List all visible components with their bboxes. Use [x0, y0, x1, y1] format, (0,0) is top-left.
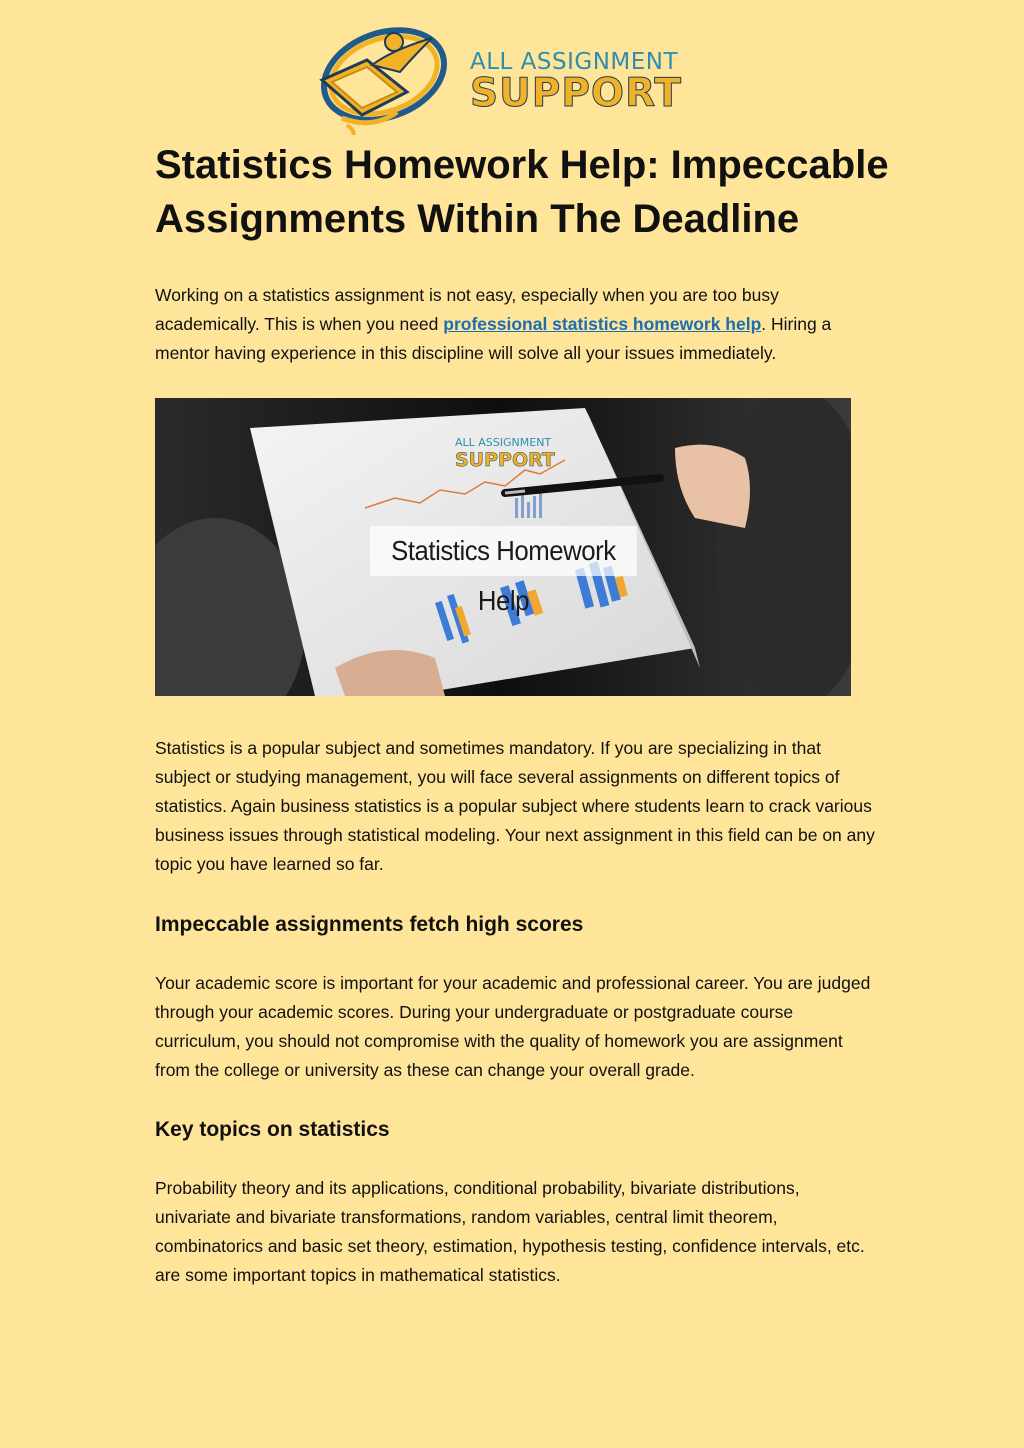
hero-brand-line1: ALL ASSIGNMENT	[455, 436, 552, 449]
hero-brand-logo	[455, 436, 555, 470]
paragraph-statistics-intro: Statistics is a popular subject and sometimes mandatory. If you are specializing in that subject or studying management, you will face several assignments on different topics of statistics. Again business statistics is a popular subject where students learn to crack various business issues through statistical modeling. Your next assignment in this field can be on any topic you have learned so far.	[155, 738, 875, 874]
hero-image	[155, 398, 851, 696]
brand-name-line1: ALL ASSIGNMENT	[470, 49, 679, 75]
hero-caption: Statistics Homework Help	[370, 526, 637, 576]
hero-brand-line2: SUPPORT	[455, 449, 555, 471]
section-heading-key-topics: Key topics on statistics	[155, 1118, 390, 1141]
intro-text-before: Working on a statistics assignment is not easy, especially when you are too busy academically. This is when you need	[155, 285, 779, 334]
section-body-impeccable: Your academic score is important for your academic and professional career. You are judged through your academic scores. During your undergraduate or postgraduate course curriculum, you should not compromise with the quality of homework you are assignment from the college or university as these can change your overall grade.	[155, 973, 871, 1080]
page-title: Statistics Homework Help: Impeccable Assignments Within The Deadline	[155, 143, 889, 241]
intro-text-after: . Hiring a mentor having experience in this discipline will solve all your issues immediately.	[155, 314, 832, 363]
graduate-emblem-icon	[312, 20, 462, 135]
intro-paragraph	[155, 281, 880, 368]
brand-logo	[312, 20, 682, 135]
statistics-help-link[interactable]: professional statistics homework help	[443, 314, 762, 334]
section-body-key-topics: Probability theory and its applications, conditional probability, bivariate distributions, univariate and bivariate transformations, random variables, central limit theorem, combinatorics and basic set theory, estimation, hypothesis testing, confidence intervals, etc. are some important topics in mathematical statistics.	[155, 1178, 865, 1285]
section-heading-impeccable: Impeccable assignments fetch high scores	[155, 913, 584, 936]
brand-name-line2: SUPPORT	[470, 71, 682, 116]
